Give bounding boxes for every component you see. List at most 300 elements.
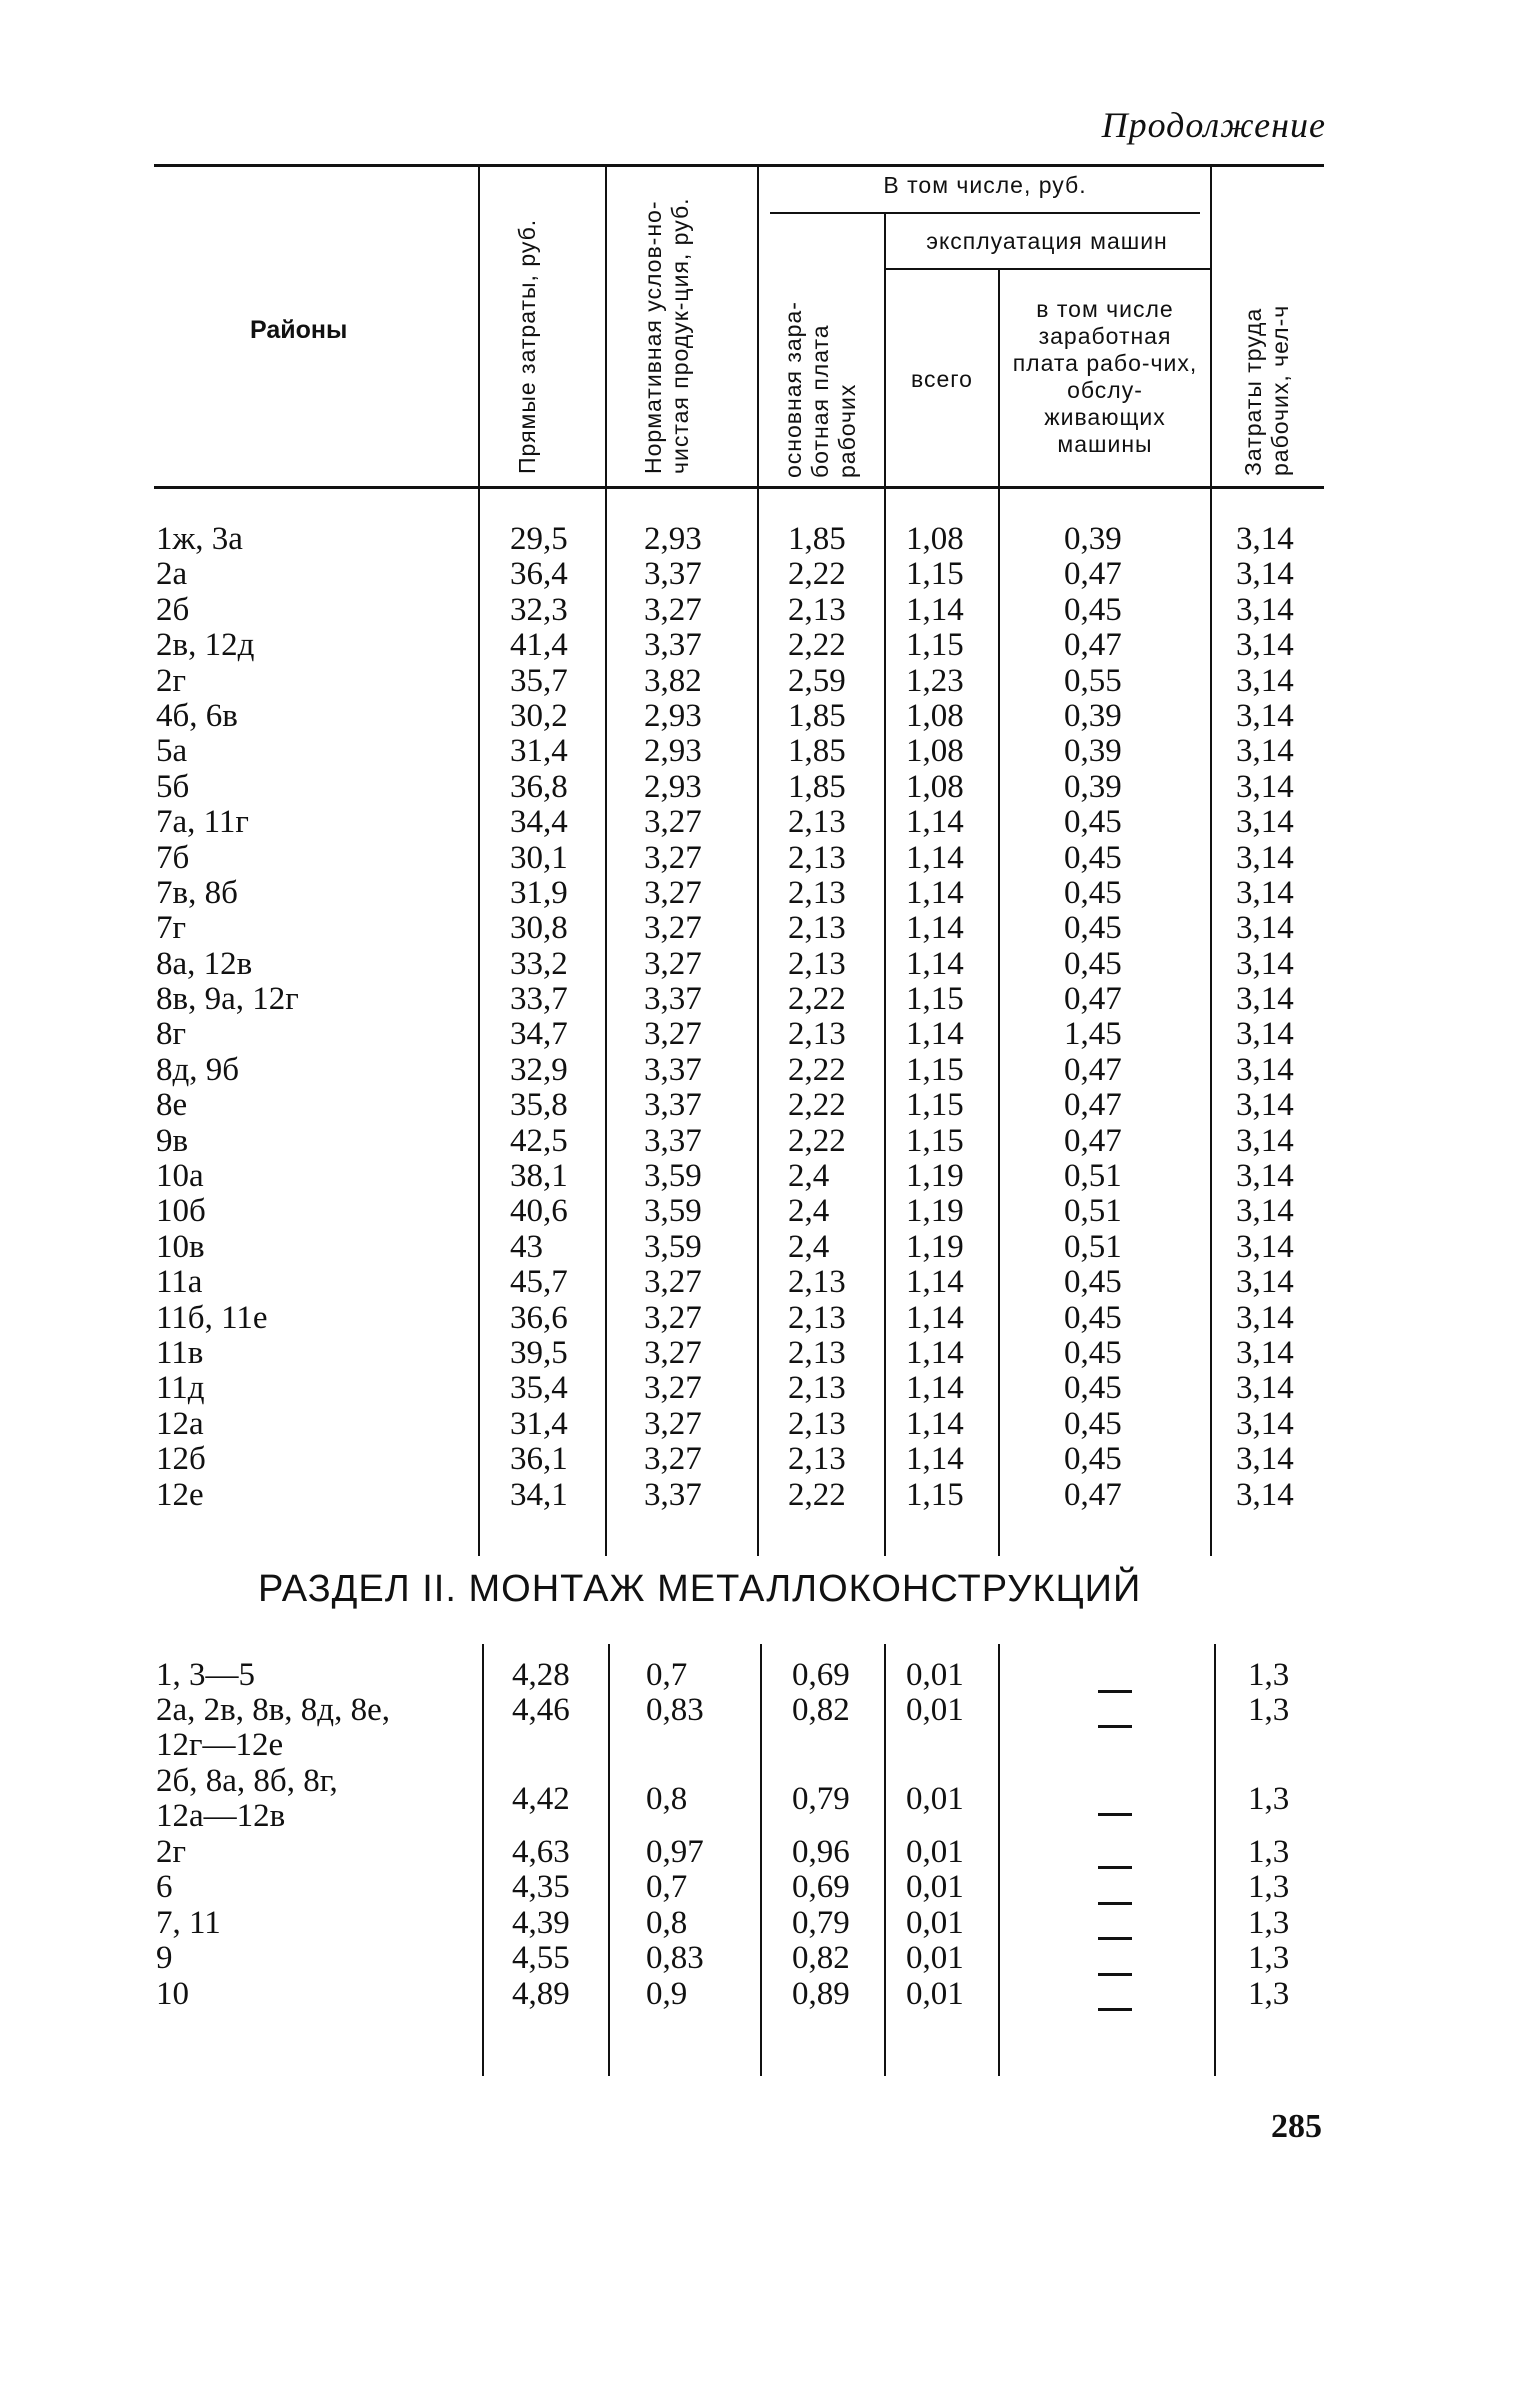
normative-output-cell: 3,59 [644, 1228, 702, 1265]
normative-output-cell: 3,27 [644, 1334, 702, 1371]
labor-costs-cell: 3,14 [1236, 627, 1294, 664]
basic-wage-cell: 2,13 [788, 910, 846, 947]
labor-costs-cell: 1,3 [1248, 1657, 1290, 1693]
machine-total-cell: 1,15 [906, 556, 964, 593]
table-row [0, 1017, 1540, 1052]
machine-wage-cell: 0,45 [1064, 1264, 1122, 1301]
table-row [0, 876, 1540, 911]
machine-total-cell: 1,08 [906, 733, 964, 770]
normative-output-cell: 3,37 [644, 981, 702, 1018]
basic-wage-cell: 2,22 [788, 1051, 846, 1088]
dash-mark [1098, 1690, 1132, 1693]
direct-costs-cell: 40,6 [510, 1193, 568, 1230]
labor-costs-cell: 3,14 [1236, 1370, 1294, 1407]
machine-wage-cell: 0,45 [1064, 591, 1122, 628]
direct-costs-cell: 4,35 [512, 1869, 570, 1906]
rayon-cell [156, 1977, 189, 2012]
rayon-cell [156, 1835, 186, 1870]
direct-costs-cell: 31,4 [510, 733, 568, 770]
direct-costs-cell: 33,7 [510, 981, 568, 1018]
basic-wage-cell: 2,13 [788, 1334, 846, 1371]
machine-total-cell: 1,14 [906, 1405, 964, 1442]
machine-total-cell: 1,14 [906, 591, 964, 628]
direct-costs-cell: 36,1 [510, 1441, 568, 1478]
basic-wage-cell: 2,22 [788, 1087, 846, 1124]
normative-output-cell: 3,27 [644, 839, 702, 876]
labor-costs-cell: 3,14 [1236, 1334, 1294, 1371]
normative-output-cell: 3,27 [644, 1370, 702, 1407]
labor-costs-cell: 1,3 [1248, 1869, 1290, 1906]
table-row [0, 1442, 1540, 1477]
dash-mark [1098, 1725, 1132, 1728]
table-row [0, 1478, 1540, 1513]
basic-wage-cell: 2,13 [788, 874, 846, 911]
machine-wage-cell: 0,45 [1064, 910, 1122, 947]
labor-costs-cell: 3,14 [1236, 1051, 1294, 1088]
labor-costs-cell: 1,3 [1248, 1975, 1290, 2012]
machine-wage-cell [1098, 1709, 1132, 1744]
machine-wage-cell: 0,47 [1064, 1051, 1122, 1088]
rayon-cell: 11б, 11е [156, 1299, 268, 1336]
rayon-cell: 2г [156, 662, 187, 699]
header-labor-costs: Затраты труда рабочих, чел-ч [1240, 304, 1293, 476]
machine-wage-cell: 0,45 [1064, 1334, 1122, 1371]
basic-wage-cell: 0,82 [792, 1692, 850, 1729]
table-row [0, 911, 1540, 946]
labor-costs-cell: 3,14 [1236, 768, 1294, 805]
table-row [0, 699, 1540, 734]
direct-costs-cell: 32,3 [510, 591, 568, 628]
basic-wage-cell: 0,79 [792, 1904, 850, 1941]
direct-costs-cell: 34,1 [510, 1476, 568, 1513]
labor-costs-cell: 3,14 [1236, 556, 1294, 593]
machine-group-rule [884, 268, 1210, 270]
labor-costs-cell: 3,14 [1236, 839, 1294, 876]
labor-costs-cell: 1,3 [1248, 1692, 1290, 1729]
machine-total-cell: 1,19 [906, 1158, 964, 1195]
machine-total-cell: 1,14 [906, 1016, 964, 1053]
labor-costs-cell: 1,3 [1248, 1940, 1290, 1977]
table-row [0, 1301, 1540, 1336]
labor-costs-cell: 3,14 [1236, 1016, 1294, 1053]
machine-wage-cell: 0,45 [1064, 874, 1122, 911]
direct-costs-cell: 31,9 [510, 874, 568, 911]
normative-output-cell: 0,7 [646, 1657, 688, 1693]
normative-output-cell: 0,83 [646, 1940, 704, 1977]
direct-costs-cell: 4,42 [512, 1780, 570, 1817]
table-row [0, 805, 1540, 840]
machine-wage-cell: 0,55 [1064, 662, 1122, 699]
basic-wage-cell: 2,13 [788, 1299, 846, 1336]
machine-total-cell: 0,01 [906, 1833, 964, 1870]
direct-costs-cell: 4,39 [512, 1904, 570, 1941]
machine-wage-cell: 0,47 [1064, 1122, 1122, 1159]
machine-wage-cell: 0,39 [1064, 521, 1122, 557]
normative-output-cell: 0,7 [646, 1869, 688, 1906]
machine-wage-cell: 0,47 [1064, 627, 1122, 664]
header-total: всего [911, 366, 973, 392]
normative-output-cell: 3,37 [644, 1122, 702, 1159]
normative-output-cell: 3,59 [644, 1193, 702, 1230]
rayon-cell: 11д [156, 1370, 205, 1407]
normative-output-cell: 0,9 [646, 1975, 688, 2012]
machine-total-cell: 0,01 [906, 1940, 964, 1977]
rayon-cell: 8е [156, 1087, 188, 1124]
machine-total-cell: 1,14 [906, 1334, 964, 1371]
machine-wage-cell: 0,51 [1064, 1158, 1122, 1195]
direct-costs-cell: 35,8 [510, 1087, 568, 1124]
rayon-cell: 4б, 6в [156, 697, 238, 734]
machine-total-cell: 0,01 [906, 1657, 964, 1693]
table-row [0, 1230, 1540, 1265]
machine-wage-cell: 0,39 [1064, 768, 1122, 805]
basic-wage-cell: 0,69 [792, 1657, 850, 1693]
rayon-cell: 5б [156, 768, 190, 805]
direct-costs-cell: 36,4 [510, 556, 568, 593]
table-row [0, 982, 1540, 1017]
table-row [0, 947, 1540, 982]
basic-wage-cell: 2,22 [788, 981, 846, 1018]
basic-wage-cell: 2,13 [788, 945, 846, 982]
table-row [0, 1407, 1540, 1442]
labor-costs-cell: 3,14 [1236, 945, 1294, 982]
direct-costs-cell: 30,2 [510, 697, 568, 734]
direct-costs-cell: 4,28 [512, 1657, 570, 1693]
table-row [0, 1159, 1540, 1194]
rayon-line: 2б, 8а, 8б, 8г, [156, 1763, 338, 1800]
normative-output-cell: 3,37 [644, 1051, 702, 1088]
page-number: 285 [1271, 2108, 1322, 2145]
machine-total-cell: 1,15 [906, 1476, 964, 1513]
labor-costs-cell: 3,14 [1236, 1476, 1294, 1513]
normative-output-cell: 3,27 [644, 945, 702, 982]
table-row [0, 1194, 1540, 1229]
table-row [0, 1835, 1540, 1870]
normative-output-cell: 3,27 [644, 1405, 702, 1442]
table-row [0, 522, 1540, 557]
basic-wage-cell: 0,89 [792, 1975, 850, 2012]
labor-costs-cell: 1,3 [1248, 1904, 1290, 1941]
basic-wage-cell: 2,13 [788, 1405, 846, 1442]
rayon-line: 9 [156, 1940, 173, 1977]
machine-total-cell: 1,14 [906, 910, 964, 947]
rayon-cell: 11а [156, 1264, 203, 1301]
direct-costs-cell: 4,63 [512, 1833, 570, 1870]
rayon-cell: 8д, 9б [156, 1051, 240, 1088]
normative-output-cell: 3,27 [644, 910, 702, 947]
basic-wage-cell: 2,4 [788, 1193, 830, 1230]
normative-output-cell: 3,27 [644, 591, 702, 628]
normative-output-cell: 0,97 [646, 1833, 704, 1870]
direct-costs-cell: 43 [510, 1228, 543, 1265]
machine-total-cell: 1,14 [906, 874, 964, 911]
rayon-cell: 8а, 12в [156, 945, 253, 982]
header-direct-costs: Прямые затраты, руб. [514, 218, 540, 474]
machine-wage-cell: 0,47 [1064, 556, 1122, 593]
machine-total-cell: 0,01 [906, 1869, 964, 1906]
direct-costs-cell: 38,1 [510, 1158, 568, 1195]
normative-output-cell: 2,93 [644, 697, 702, 734]
machine-wage-cell: 0,45 [1064, 1441, 1122, 1478]
rayon-cell: 8г [156, 1016, 187, 1053]
dash-mark [1098, 1973, 1132, 1976]
labor-costs-cell: 3,14 [1236, 662, 1294, 699]
machine-total-cell: 1,14 [906, 1441, 964, 1478]
basic-wage-cell: 2,22 [788, 1122, 846, 1159]
table-row [0, 593, 1540, 628]
labor-costs-cell: 1,3 [1248, 1780, 1290, 1817]
machine-total-cell: 1,15 [906, 1087, 964, 1124]
dash-mark [1098, 1813, 1132, 1816]
table-row [0, 664, 1540, 699]
rayon-cell [156, 1906, 221, 1941]
direct-costs-cell: 4,89 [512, 1975, 570, 2012]
labor-costs-cell: 3,14 [1236, 910, 1294, 947]
labor-costs-cell: 3,14 [1236, 1122, 1294, 1159]
machine-wage-cell: 0,51 [1064, 1228, 1122, 1265]
dash-mark [1098, 1937, 1132, 1940]
normative-output-cell: 3,27 [644, 1299, 702, 1336]
basic-wage-cell: 0,82 [792, 1940, 850, 1977]
header-including-group: В том числе, руб. [883, 172, 1087, 198]
normative-output-cell: 3,59 [644, 1158, 702, 1195]
normative-output-cell: 3,82 [644, 662, 702, 699]
direct-costs-cell: 4,55 [512, 1940, 570, 1977]
rayon-line: 12а—12в [156, 1798, 286, 1835]
machine-wage-cell: 0,45 [1064, 1370, 1122, 1407]
machine-wage-cell: 0,39 [1064, 697, 1122, 734]
direct-costs-cell: 42,5 [510, 1122, 568, 1159]
basic-wage-cell: 2,13 [788, 1264, 846, 1301]
machine-total-cell: 1,23 [906, 662, 964, 699]
labor-costs-cell: 3,14 [1236, 1299, 1294, 1336]
section2-table-body [0, 1658, 1540, 2012]
machine-total-cell: 1,14 [906, 1370, 964, 1407]
machine-total-cell: 0,01 [906, 1904, 964, 1941]
direct-costs-cell: 41,4 [510, 627, 568, 664]
direct-costs-cell: 30,8 [510, 910, 568, 947]
labor-costs-cell: 3,14 [1236, 697, 1294, 734]
machine-total-cell: 1,14 [906, 804, 964, 841]
normative-output-cell: 2,93 [644, 733, 702, 770]
machine-total-cell: 0,01 [906, 1975, 964, 2012]
normative-output-cell: 3,37 [644, 556, 702, 593]
basic-wage-cell: 2,59 [788, 662, 846, 699]
normative-output-cell: 3,37 [644, 1087, 702, 1124]
normative-output-cell: 2,93 [644, 521, 702, 557]
rayon-cell: 7в, 8б [156, 874, 238, 911]
labor-costs-cell: 3,14 [1236, 521, 1294, 557]
machine-total-cell: 1,15 [906, 981, 964, 1018]
machine-total-cell: 1,08 [906, 697, 964, 734]
rayon-line: 2г [156, 1833, 187, 1870]
basic-wage-cell: 0,96 [792, 1833, 850, 1870]
machine-total-cell: 1,19 [906, 1228, 964, 1265]
basic-wage-cell: 2,13 [788, 1016, 846, 1053]
direct-costs-cell: 30,1 [510, 839, 568, 876]
machine-total-cell: 1,15 [906, 627, 964, 664]
machine-total-cell: 1,19 [906, 1193, 964, 1230]
dash-mark [1098, 1866, 1132, 1869]
machine-total-cell: 0,01 [906, 1780, 964, 1817]
direct-costs-cell: 4,46 [512, 1692, 570, 1729]
table-row [0, 1336, 1540, 1371]
rayon-cell: 7а, 11г [156, 804, 249, 841]
table-top-rule [154, 164, 1324, 167]
rayon-cell: 7г [156, 910, 187, 947]
dash-mark [1098, 2008, 1132, 2011]
machine-wage-cell [1098, 1993, 1132, 2028]
rayon-cell: 8в, 9а, 12г [156, 981, 299, 1018]
direct-costs-cell: 45,7 [510, 1264, 568, 1301]
table-body [0, 522, 1540, 1513]
labor-costs-cell: 3,14 [1236, 981, 1294, 1018]
rayon-cell: 1ж, 3а [156, 521, 243, 557]
rayon-cell [156, 1870, 173, 1905]
labor-costs-cell: 3,14 [1236, 1264, 1294, 1301]
rayon-cell: 11в [156, 1334, 204, 1371]
machine-wage-cell: 0,47 [1064, 981, 1122, 1018]
rayon-cell: 12а [156, 1405, 204, 1442]
rayon-cell: 2в, 12д [156, 627, 255, 664]
labor-costs-cell: 3,14 [1236, 874, 1294, 911]
machine-wage-cell: 0,47 [1064, 1087, 1122, 1124]
table-row [0, 1371, 1540, 1406]
machine-wage-cell: 0,51 [1064, 1193, 1122, 1230]
dash-mark [1098, 1902, 1132, 1905]
rayon-cell: 2а [156, 556, 188, 593]
normative-output-cell: 3,37 [644, 1476, 702, 1513]
rayon-cell: 7б [156, 839, 190, 876]
header-bottom-rule [154, 486, 1324, 489]
labor-costs-cell: 3,14 [1236, 1158, 1294, 1195]
table-row [0, 734, 1540, 769]
rayon-cell: 10б [156, 1193, 206, 1230]
basic-wage-cell: 0,69 [792, 1869, 850, 1906]
direct-costs-cell: 39,5 [510, 1334, 568, 1371]
machine-wage-cell: 0,45 [1064, 804, 1122, 841]
normative-output-cell: 3,27 [644, 1016, 702, 1053]
table-row [0, 1977, 1540, 2012]
machine-wage-cell: 0,45 [1064, 839, 1122, 876]
table-row [0, 1088, 1540, 1123]
direct-costs-cell: 35,4 [510, 1370, 568, 1407]
rayon-line: 1, 3—5 [156, 1657, 255, 1693]
rayon-line: 6 [156, 1869, 173, 1906]
header-basic-wage: основная зара-ботная плата рабочих [780, 301, 860, 478]
table-row [0, 841, 1540, 876]
header-normative-output: Нормативная услов-но-чистая продук-ция, руб. [640, 197, 693, 474]
machine-total-cell: 1,08 [906, 768, 964, 805]
direct-costs-cell: 35,7 [510, 662, 568, 699]
table-row [0, 1941, 1540, 1976]
table-row [0, 1658, 1540, 1693]
rayon-line: 10 [156, 1975, 189, 2012]
direct-costs-cell: 34,7 [510, 1016, 568, 1053]
basic-wage-cell: 2,13 [788, 591, 846, 628]
including-group-rule [770, 212, 1200, 214]
direct-costs-cell: 36,8 [510, 768, 568, 805]
labor-costs-cell: 3,14 [1236, 733, 1294, 770]
rayon-cell: 9в [156, 1122, 189, 1159]
normative-output-cell: 0,8 [646, 1780, 688, 1817]
basic-wage-cell: 1,85 [788, 697, 846, 734]
direct-costs-cell: 31,4 [510, 1405, 568, 1442]
rayon-line: 12г—12е [156, 1727, 284, 1764]
basic-wage-cell: 2,13 [788, 1370, 846, 1407]
basic-wage-cell: 2,22 [788, 1476, 846, 1513]
machine-total-cell: 1,15 [906, 1051, 964, 1088]
machine-total-cell: 1,14 [906, 945, 964, 982]
labor-costs-cell: 1,3 [1248, 1833, 1290, 1870]
header-rayony: Районы [250, 316, 348, 344]
rayon-cell: 10в [156, 1228, 205, 1265]
rayon-cell [156, 1764, 338, 1834]
labor-costs-cell: 3,14 [1236, 1441, 1294, 1478]
machine-total-cell: 1,15 [906, 1122, 964, 1159]
machine-total-cell: 1,14 [906, 1264, 964, 1301]
labor-costs-cell: 3,14 [1236, 1087, 1294, 1124]
machine-total-cell: 0,01 [906, 1692, 964, 1729]
table-row [0, 557, 1540, 592]
table-row [0, 1693, 1540, 1764]
table-row [0, 1764, 1540, 1835]
rayon-cell: 10а [156, 1158, 204, 1195]
basic-wage-cell: 0,79 [792, 1780, 850, 1817]
basic-wage-cell: 2,22 [788, 556, 846, 593]
machine-wage-cell: 1,45 [1064, 1016, 1122, 1053]
direct-costs-cell: 34,4 [510, 804, 568, 841]
normative-output-cell: 3,27 [644, 1264, 702, 1301]
header-machine-operation: эксплуатация машин [926, 228, 1168, 254]
rayon-cell: 5а [156, 733, 188, 770]
table-row [0, 1124, 1540, 1159]
direct-costs-cell: 33,2 [510, 945, 568, 982]
machine-wage-cell [1098, 1798, 1132, 1833]
normative-output-cell: 3,27 [644, 804, 702, 841]
basic-wage-cell: 2,13 [788, 804, 846, 841]
machine-total-cell: 1,14 [906, 839, 964, 876]
basic-wage-cell: 1,85 [788, 733, 846, 770]
normative-output-cell: 3,37 [644, 627, 702, 664]
table-row [0, 628, 1540, 663]
labor-costs-cell: 3,14 [1236, 1193, 1294, 1230]
rayon-cell: 12е [156, 1476, 204, 1513]
rayon-line: 2а, 2в, 8в, 8д, 8е, [156, 1692, 390, 1729]
table-row [0, 1265, 1540, 1300]
rayon-cell [156, 1941, 173, 1976]
normative-output-cell: 2,93 [644, 768, 702, 805]
direct-costs-cell: 36,6 [510, 1299, 568, 1336]
machine-total-cell: 1,14 [906, 1299, 964, 1336]
labor-costs-cell: 3,14 [1236, 1228, 1294, 1265]
rayon-cell [156, 1658, 255, 1693]
basic-wage-cell: 1,85 [788, 768, 846, 805]
basic-wage-cell: 2,13 [788, 1441, 846, 1478]
normative-output-cell: 0,83 [646, 1692, 704, 1729]
basic-wage-cell: 2,13 [788, 839, 846, 876]
basic-wage-cell: 1,85 [788, 521, 846, 557]
machine-wage-cell: 0,45 [1064, 1299, 1122, 1336]
basic-wage-cell: 2,4 [788, 1228, 830, 1265]
machine-wage-cell: 0,47 [1064, 1476, 1122, 1513]
basic-wage-cell: 2,22 [788, 627, 846, 664]
labor-costs-cell: 3,14 [1236, 1405, 1294, 1442]
basic-wage-cell: 2,4 [788, 1158, 830, 1195]
labor-costs-cell: 3,14 [1236, 804, 1294, 841]
machine-total-cell: 1,08 [906, 521, 964, 557]
machine-wage-cell: 0,39 [1064, 733, 1122, 770]
